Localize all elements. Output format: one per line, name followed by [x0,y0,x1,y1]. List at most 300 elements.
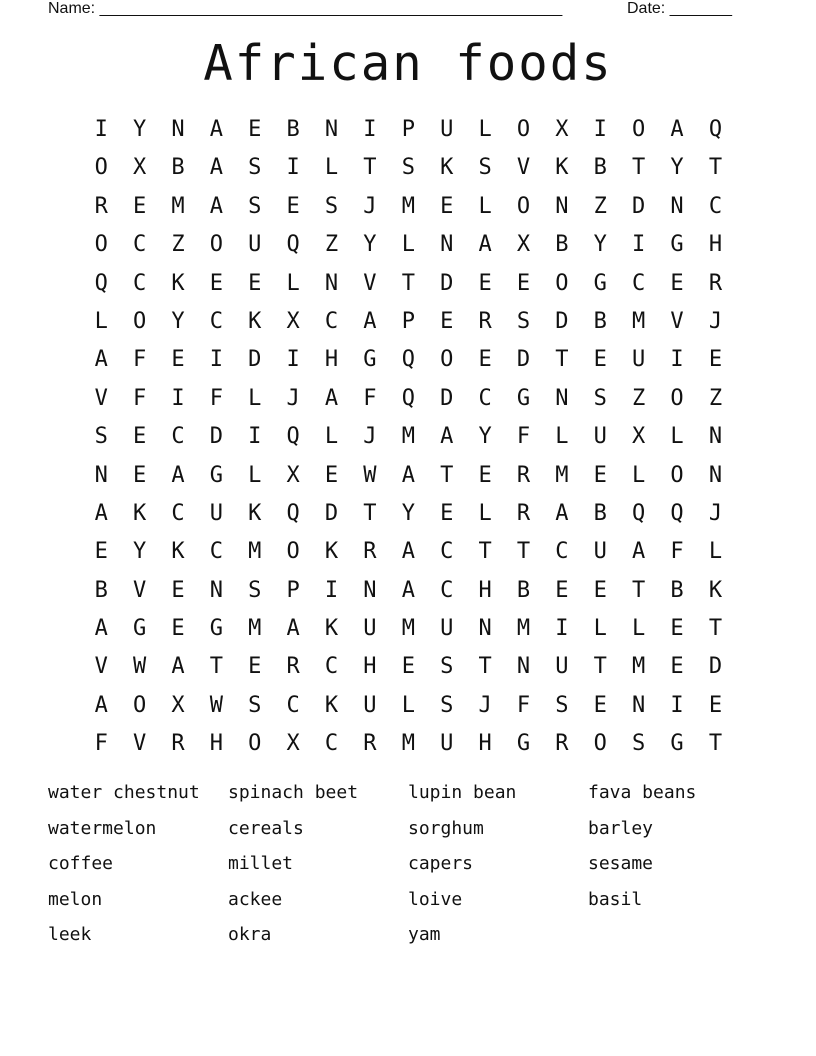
grid-letter: U [440,117,454,142]
grid-letter: T [555,347,569,373]
grid-letter: Y [132,539,147,565]
grid-letter: T [478,539,492,565]
grid-letter: E [708,347,723,373]
grid-letter: M [632,654,646,680]
grid-letter: X [286,462,300,488]
grid-letter: E [171,347,185,373]
grid-letter: O [248,731,262,757]
grid-letter: U [248,232,262,258]
grid-letter: F [516,692,531,718]
grid-letter: Y [363,232,377,258]
grid-letter: T [708,731,723,757]
grid-letter: A [94,616,108,642]
grid-letter: H [478,577,492,603]
grid-letter: E [670,616,684,642]
word-list-item: cereals [228,817,304,839]
grid-letter: D [440,385,454,411]
word-list-item: okra [228,924,272,946]
grid-letter: S [440,654,454,680]
grid-letter: I [555,616,569,642]
grid-letter: L [670,424,684,450]
word-list-item: millet [228,853,294,875]
grid-letter: T [632,577,646,603]
grid-letter: E [440,308,454,334]
grid-letter: N [670,193,684,219]
grid-letter: O [516,117,531,142]
grid-letter: D [209,424,223,450]
grid-letter: Q [708,117,723,142]
word-list [48,781,768,959]
grid-letter: V [670,308,684,334]
grid-letter: E [440,500,454,526]
grid-letter: N [555,193,569,219]
grid-letter: F [132,347,147,373]
grid-letter: N [440,232,454,258]
grid-letter: C [440,577,454,603]
grid-letter: K [324,692,339,718]
grid-letter: Y [171,308,185,334]
grid-letter: J [363,193,377,219]
grid-letter: A [363,308,377,334]
grid-row [82,495,735,533]
grid-letter: I [171,385,185,411]
grid-letter: H [209,731,223,757]
grid-letter: M [555,462,569,488]
word-list-item: loive [408,888,463,910]
grid-letter: E [555,577,569,603]
grid-letter: A [286,616,300,642]
grid-letter: D [324,500,339,526]
grid-letter: V [94,385,108,411]
grid-letter: U [593,424,607,450]
grid-letter: A [171,654,185,680]
grid-letter: I [324,577,339,603]
grid-letter: G [670,232,684,258]
grid-letter: L [94,308,108,334]
grid-letter: A [324,385,339,411]
word-list-item: lupin bean [408,782,517,803]
grid-letter: M [171,193,185,219]
grid-letter: I [248,424,262,450]
grid-letter: A [94,692,108,718]
grid-row [82,648,735,686]
grid-row [82,418,735,456]
word-list-item: ackee [228,888,283,910]
grid-letter: S [401,155,415,181]
grid-letter: C [209,539,223,565]
grid-letter: E [248,270,262,296]
grid-letter: E [478,462,492,488]
grid-letter: L [632,616,646,642]
grid-letter: F [516,424,531,450]
grid-letter: O [593,731,607,757]
grid-letter: R [516,462,531,488]
grid-row [82,265,735,303]
grid-letter: A [478,232,492,258]
grid-row [82,457,735,495]
grid-letter: V [132,731,147,757]
grid-letter: M [401,616,415,642]
grid-letter: O [555,270,569,296]
grid-letter: E [248,117,262,142]
grid-letter: A [555,500,569,526]
grid-letter: Y [132,117,147,142]
grid-letter: U [440,616,454,642]
grid-letter: K [324,539,339,565]
grid-letter: B [670,577,684,603]
grid-letter: T [708,616,723,642]
word-list-item: yam [408,924,441,946]
grid-letter: L [324,155,339,181]
word-list-item: basil [588,888,643,910]
grid-letter: L [632,462,646,488]
grid-letter: B [516,577,531,603]
grid-letter: O [209,232,223,258]
grid-letter: G [516,731,531,757]
grid-letter: C [171,424,185,450]
grid-letter: G [209,616,223,642]
grid-letter: E [593,692,607,718]
grid-letter: R [94,193,108,219]
grid-letter: F [132,385,147,411]
grid-letter: E [171,577,185,603]
word-list-item: spinach beet [228,782,359,803]
grid-letter: J [478,692,492,718]
grid-letter: E [516,270,531,296]
grid-letter: B [593,500,607,526]
grid-letter: K [132,500,147,526]
grid-letter: P [401,117,415,142]
grid-letter: Z [632,385,646,411]
grid-letter: U [209,500,223,526]
grid-letter: C [708,193,723,219]
grid-letter: Q [94,270,108,296]
grid-letter: C [440,539,454,565]
grid-letter: S [555,692,569,718]
grid-letter: A [401,577,415,603]
grid-row [82,226,735,264]
grid-letter: C [324,308,339,334]
word-list-item: barley [588,817,654,839]
grid-letter: E [286,193,300,219]
grid-letter: V [363,270,377,296]
grid-letter: B [171,155,185,181]
grid-letter: E [478,270,492,296]
grid-letter: U [363,616,377,642]
grid-letter: F [94,731,108,757]
grid-letter: C [478,385,492,411]
grid-letter: T [363,500,377,526]
grid-letter: H [324,347,339,373]
grid-letter: N [516,654,531,680]
grid-letter: J [708,500,723,526]
grid-letter: R [286,654,300,680]
grid-letter: I [670,347,684,373]
grid-letter: T [363,155,377,181]
grid-letter: R [171,731,185,757]
grid-letter: L [248,385,262,411]
grid-letter: T [209,654,223,680]
grid-row [82,687,735,725]
grid-letter: S [248,193,262,219]
grid-letter: X [286,731,300,757]
grid-letter: C [132,270,147,296]
grid-letter: Q [632,500,646,526]
grid-letter: B [286,117,300,142]
grid-letter: L [401,692,415,718]
grid-letter: I [670,692,684,718]
grid-letter: A [401,539,415,565]
word-list-item: sesame [588,853,654,875]
grid-letter: T [478,654,492,680]
grid-letter: K [248,308,262,334]
grid-letter: U [363,692,377,718]
grid-letter: P [401,308,415,334]
grid-letter: E [670,270,684,296]
grid-letter: D [248,347,262,373]
grid-letter: Z [324,232,339,258]
grid-letter: E [132,424,147,450]
grid-letter: Q [401,385,415,411]
grid-letter: H [478,731,492,757]
grid-letter: R [516,500,531,526]
grid-letter: L [555,424,569,450]
grid-letter: R [478,308,492,334]
grid-letter: E [401,654,415,680]
grid-letter: Y [401,500,415,526]
grid-letter: R [363,539,377,565]
grid-letter: N [478,616,492,642]
word-list-item: coffee [48,853,114,875]
grid-letter: J [708,308,723,334]
grid-letter: O [670,462,684,488]
grid-letter: O [132,692,147,718]
grid-letter: L [708,539,723,565]
grid-letter: E [593,462,607,488]
grid-letter: G [593,270,607,296]
word-list-item: fava beans [588,782,697,803]
grid-letter: R [363,731,377,757]
grid-letter: S [248,692,262,718]
grid-letter: S [440,692,454,718]
grid-letter: C [632,270,646,296]
grid-letter: D [440,270,454,296]
grid-letter: C [324,731,339,757]
grid-letter: Y [670,155,684,181]
grid-letter: K [708,577,723,603]
grid-letter: X [132,155,147,181]
grid-row [82,341,735,379]
grid-letter: S [248,155,262,181]
grid-letter: N [209,577,223,603]
worksheet-header [48,0,748,20]
grid-letter: Q [670,500,684,526]
grid-letter: Z [593,193,607,219]
grid-letter: K [324,616,339,642]
grid-letter: M [401,731,415,757]
grid-letter: E [132,193,147,219]
grid-letter: N [708,462,723,488]
grid-letter: Y [593,232,607,258]
grid-row [82,533,735,571]
grid-letter: O [440,347,454,373]
grid-letter: I [363,117,377,142]
grid-letter: T [708,155,723,181]
page-title: African foods [203,35,613,92]
grid-letter: C [132,232,147,258]
grid-letter: E [171,616,185,642]
grid-letter: O [516,193,531,219]
grid-letter: D [555,308,569,334]
grid-letter: N [555,385,569,411]
grid-letter: E [708,692,723,718]
grid-letter: D [708,654,723,680]
grid-letter: X [516,232,531,258]
grid-letter: M [248,539,262,565]
grid-letter: S [593,385,607,411]
word-list-item: water chestnut [48,782,200,803]
grid-letter: H [708,232,723,258]
grid-letter: T [401,270,415,296]
grid-letter: X [286,308,300,334]
word-list-item: capers [408,853,474,875]
grid-letter: V [516,155,531,181]
grid-row [82,303,735,341]
grid-letter: S [324,193,339,219]
grid-letter: A [401,462,415,488]
grid-letter: E [478,347,492,373]
grid-letter: A [440,424,454,450]
grid-letter: Q [286,232,300,258]
grid-letter: K [171,270,185,296]
grid-letter: G [670,731,684,757]
grid-letter: B [593,308,607,334]
grid-letter: O [670,385,684,411]
grid-letter: J [286,385,300,411]
grid-letter: E [440,193,454,219]
grid-letter: S [516,308,531,334]
grid-letter: I [632,232,646,258]
grid-letter: S [248,577,262,603]
grid-letter: E [94,539,108,565]
grid-letter: L [478,500,492,526]
grid-letter: Z [708,385,723,411]
grid-letter: R [555,731,569,757]
grid-letter: A [632,539,646,565]
grid-letter: L [401,232,415,258]
grid-letter: O [132,308,147,334]
grid-letter: Q [401,347,415,373]
grid-letter: U [440,731,454,757]
grid-letter: M [516,616,531,642]
grid-letter: R [708,270,723,296]
grid-letter: E [593,577,607,603]
grid-letter: A [94,347,108,373]
grid-row [82,572,735,610]
grid-letter: F [670,539,684,565]
grid-letter: L [324,424,339,450]
grid-letter: L [478,193,492,219]
grid-letter: E [670,654,684,680]
grid-letter: S [94,424,108,450]
grid-letter: E [248,654,262,680]
grid-letter: C [555,539,569,565]
grid-letter: S [632,731,646,757]
grid-letter: P [286,577,300,603]
grid-letter: E [324,462,339,488]
grid-letter: O [286,539,300,565]
grid-letter: B [94,577,108,603]
grid-letter: G [363,347,377,373]
grid-letter: C [324,654,339,680]
grid-letter: T [632,155,646,181]
grid-letter: A [209,193,223,219]
grid-letter: K [555,155,569,181]
grid-letter: F [209,385,223,411]
grid-letter: F [363,385,377,411]
grid-letter: T [440,462,454,488]
grid-letter: V [132,577,147,603]
grid-row [82,380,735,418]
grid-row [82,610,735,648]
grid-letter: W [209,692,223,718]
grid-letter: S [478,155,492,181]
grid-letter: G [132,616,147,642]
grid-letter: D [516,347,531,373]
grid-letter: A [94,500,108,526]
grid-letter: K [248,500,262,526]
grid-letter: U [632,347,646,373]
grid-letter: L [248,462,262,488]
grid-letter: X [171,692,185,718]
grid-letter: E [209,270,223,296]
grid-letter: X [555,117,569,142]
grid-letter: L [478,117,492,142]
grid-letter: O [94,155,108,181]
grid-letter: A [171,462,185,488]
grid-letter: B [593,155,607,181]
grid-row [82,725,735,763]
grid-letter: G [209,462,223,488]
grid-letter: X [632,424,646,450]
grid-letter: H [363,654,377,680]
grid-letter: M [248,616,262,642]
grid-letter: Q [286,500,300,526]
grid-letter: C [209,308,223,334]
grid-letter: W [132,654,147,680]
grid-letter: K [171,539,185,565]
name-field-line: Name: ____________________________________________________ [48,0,563,17]
grid-letter: O [632,117,646,142]
grid-letter: A [670,117,684,142]
grid-row [82,188,735,226]
date-field-line: Date: _______ [627,0,732,17]
grid-letter: M [401,424,415,450]
grid-letter: B [555,232,569,258]
grid-letter: C [171,500,185,526]
grid-letter: I [286,155,300,181]
grid-letter: W [363,462,377,488]
grid-letter: T [593,654,607,680]
grid-letter: L [286,270,300,296]
grid-letter: G [516,385,531,411]
grid-letter: M [632,308,646,334]
grid-letter: A [209,155,223,181]
word-list-item: sorghum [408,817,484,839]
grid-letter: I [286,347,300,373]
grid-letter: J [363,424,377,450]
grid-letter: I [209,347,223,373]
